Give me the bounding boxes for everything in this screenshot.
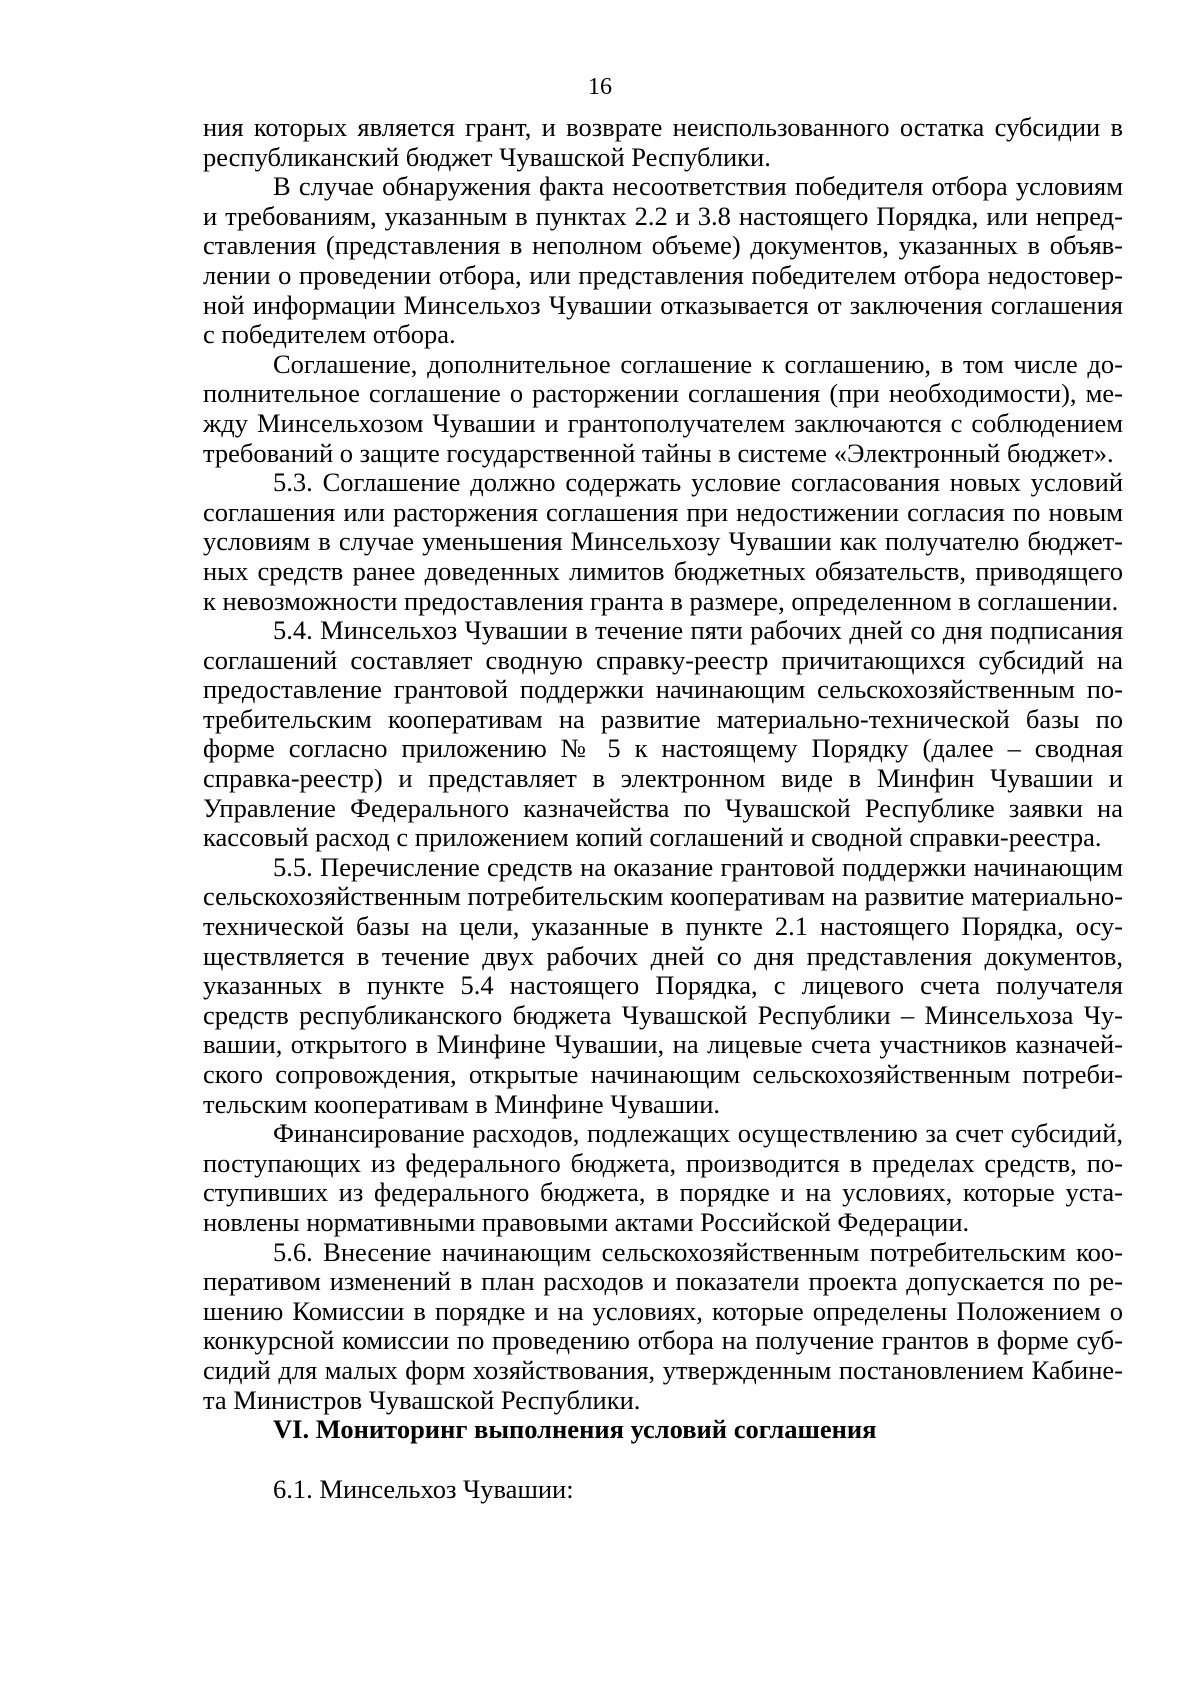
paragraph-agreement-signing: Соглашение, дополнительное соглашение к соглашению, в том числе дополнительное соглашение о расторжении соглашения (при необходимости), между Минсельхозом Чувашии и грантополучателем заключаются с соблюдением требований о защите государственной тайны в системе «Электронный бюджет».: [203, 348, 1123, 468]
document-body: [203, 113, 1123, 1504]
paragraph-5-3: 5.3. Соглашение должно содержать условие согласования новых условий соглашения или расторжения соглашения при недостижении согласия по новым условиям в случае уменьшения Минсельхозу Чувашии как получателю бюджетных средств ранее доведенных лимитов бюджетных обязательств, приводящего к невозможности предоставления гранта в размере, определенном в соглашении.: [203, 467, 1123, 616]
paragraph-5-6: 5.6. Внесение начинающим сельскохозяйственным потребительским кооперативом изменений в план расходов и показатели проекта допускается по решению Комиссии в порядке и на условиях, которые определены Положением о конкурсной комиссии по проведению отбора на получение грантов в форме субсидий для малых форм хозяйствования, утвержденным постановлением Кабинета Министров Чувашской Республики.: [203, 1236, 1123, 1415]
section-heading: VI. Мониторинг выполнения условий соглашения: [273, 1414, 877, 1445]
paragraph-rejection-grounds: В случае обнаружения факта несоответствия победителя отбора условиям и требованиям, указанным в пунктах 2.2 и 3.8 настоящего Порядка, или непредставления (представления в неполном объеме) документов, указанных в объявлении о проведении отбора, или представления победителем отбора недостоверной информации Минсельхоз Чувашии отказывается от заключения соглашения с победителем отбора.: [203, 171, 1123, 350]
paragraph-5-5: 5.5. Перечисление средств на оказание грантовой поддержки начинающим сельскохозяйственным потребительским кооперативам на развитие материально-технической базы на цели, указанные в пункте 2.1 настоящего Порядка, осуществляется в течение двух рабочих дней со дня представления документов, указанных в пункте 5.4 настоящего Порядка, с лицевого счета получателя средств республиканского бюджета Чувашской Республики – Минсельхоза Чувашии, открытого в Минфине Чувашии, на лицевые счета участников казначейского сопровождения, открытые начинающим сельскохозяйственным потребительским кооперативам в Минфине Чувашии.: [203, 851, 1123, 1119]
paragraph-6-1: 6.1. Минсельхоз Чувашии:: [273, 1473, 574, 1504]
paragraph-continuation: ния которых является грант, и возврате неиспользованного остатка субсидии в республиканский бюджет Чувашской Республики.: [203, 112, 1123, 172]
paragraph-5-4: 5.4. Минсельхоз Чувашии в течение пяти рабочих дней со дня подписания соглашений составляет сводную справку-реестр причитающихся субсидий на предоставление грантовой поддержки начинающим сельскохозяйственным потребительским кооперативам на развитие материально-технической базы по форме согласно приложению № 5 к настоящему Порядку (далее – сводная справка-реестр) и представляет в электронном виде в Минфин Чувашии и Управление Федерального казначейства по Чувашской Республике заявки на кассовый расход с приложением копий соглашений и сводной справки-реестра.: [203, 615, 1123, 853]
page-number: 16: [588, 74, 612, 100]
paragraph-federal-financing: Финансирование расходов, подлежащих осуществлению за счет субсидий, поступающих из федерального бюджета, производится в пределах средств, поступивших из федерального бюджета, в порядке и на условиях, которые установлены нормативными правовыми актами Российской Федерации.: [203, 1118, 1123, 1237]
